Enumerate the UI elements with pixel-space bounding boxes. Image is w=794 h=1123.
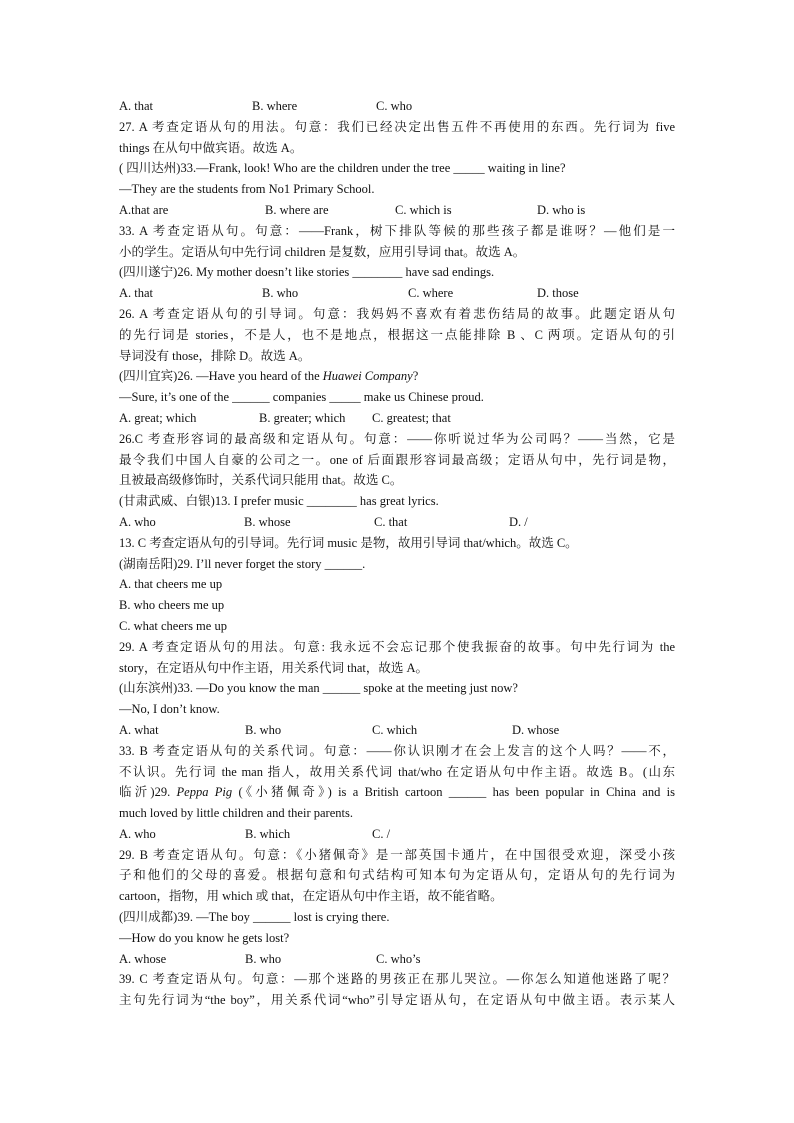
text-line: cartoon，指物，用 which 或 that，在定语从句中作主语，故不能省略。	[119, 889, 503, 904]
option-item: B. whose	[244, 514, 291, 529]
options-row	[119, 283, 675, 304]
text-line: (湖南岳阳)29. I’ll never forget the story ______.	[119, 556, 366, 571]
text-line: 26. A 考查定语从句的引导词。句意：我妈妈不喜欢有着悲伤结局的故事。此题定语从句	[119, 306, 675, 321]
text-line: 33. B 考查定语从句的关系代词。句意：——你认识刚才在会上发言的这个人吗？——不，	[119, 743, 675, 758]
options-row	[119, 96, 675, 117]
option-item: D. those	[537, 286, 579, 301]
text-line: 29. A 考查定语从句的用法。句意: 我永远不会忘记那个使我振奋的故事。句中先行词为 the	[119, 639, 675, 654]
text-line: 29. B 考查定语从句。句意：《小猪佩奇》是一部英国卡通片，在中国很受欢迎，深受小孩	[119, 847, 675, 862]
option-item: A. who	[119, 514, 156, 529]
options-row	[119, 720, 675, 741]
options-row	[119, 512, 675, 533]
text-line: A. that cheers me up	[119, 577, 223, 592]
text-line: (四川遂宁)26. My mother doesn’t like stories ________ have sad endings.	[119, 265, 495, 280]
option-item: B. who	[245, 951, 282, 966]
option-item: A. what	[119, 722, 159, 737]
option-item: B. greater; which	[259, 410, 346, 425]
text-line: (四川成都)39. —The boy ______ lost is crying there.	[119, 910, 390, 925]
option-item: B. where are	[265, 202, 329, 217]
option-item: C. which	[372, 722, 418, 737]
option-item: C. who	[376, 99, 413, 113]
text-line: 子和他们的父母的喜爱。根据句意和句式结构可知本句为定语从句，定语从句的先行词为	[119, 868, 675, 883]
text-line: 27. A 考查定语从句的用法。句意：我们已经决定出售五件不再使用的东西。先行词为 five	[119, 119, 675, 134]
options-row	[119, 949, 675, 970]
text-line: 临沂)29. Peppa Pig (《小猪佩奇》) is a British cartoon ______ has been popular in China and is	[119, 785, 675, 800]
option-item: D. who is	[537, 202, 586, 217]
text-line: 33. A 考查定语从句。句意：——Frank，树下排队等候的那些孩子都是谁呀？—他们是一	[119, 223, 675, 238]
option-item: A. who	[119, 826, 156, 841]
text-line: C. what cheers me up	[119, 618, 227, 633]
option-item: C. which is	[395, 202, 452, 217]
text-line: 主句先行词为“the boy”，用关系代词“who”引导定语从句，在定语从句中做主语。表示某人	[119, 993, 675, 1008]
option-item: C. who’s	[376, 951, 421, 966]
text-line: —They are the students from No1 Primary School.	[119, 182, 375, 197]
text-line: 39. C 考查定语从句。句意：—那个迷路的男孩正在那儿哭泣。—你怎么知道他迷路了呢？	[119, 972, 675, 987]
text-line: (甘肃武威、白银)13. I prefer music ________ has great lyrics.	[119, 494, 439, 509]
text-line: ( 四川达州)33.—Frank, look! Who are the children under the tree _____ waiting in line?	[119, 161, 566, 176]
text-line: (四川宜宾)26. —Have you heard of the Huawei Company?	[119, 369, 419, 384]
text-line: story，在定语从句中作主语，用关系代词 that，故选 A。	[119, 660, 429, 675]
text-line: 小的学生。定语从句中先行词 children 是复数，应用引导词 that。故选 A。	[119, 244, 526, 259]
text-line: B. who cheers me up	[119, 598, 225, 613]
text-line: things 在从句中做宾语。故选 A。	[119, 140, 303, 155]
option-item: A. great; which	[119, 410, 197, 425]
option-item: D. /	[509, 514, 528, 529]
option-item: C. /	[372, 826, 391, 841]
text-line: 最令我们中国人自豪的公司之一。one of 后面跟形容词最高级；定语从句中，先行词是物，	[119, 452, 675, 467]
italic-title: Peppa Pig	[176, 785, 233, 800]
document-body	[119, 96, 675, 1011]
option-item: B. where	[252, 99, 298, 113]
text-line: —How do you know he gets lost?	[119, 930, 290, 945]
options-row	[119, 824, 675, 845]
text-line: much loved by little children and their parents.	[119, 806, 353, 821]
option-item: C. greatest; that	[372, 410, 451, 425]
text-line: —No, I don’t know.	[119, 702, 220, 717]
option-item: A. that	[119, 286, 154, 301]
option-item: C. that	[374, 514, 408, 529]
option-item: B. which	[245, 826, 291, 841]
option-item: A. whose	[119, 951, 167, 966]
italic-title: Huawei Company	[322, 369, 413, 384]
text-line: 26.C 考查形容词的最高级和定语从句。句意：——你听说过华为公司吗？——当然，它是	[119, 431, 675, 446]
text-line: 且被最高级修饰时，关系代词只能用 that。故选 C。	[119, 473, 403, 488]
text-line: (山东滨州)33. —Do you know the man ______ spoke at the meeting just now?	[119, 681, 518, 696]
option-item: D. whose	[512, 722, 560, 737]
option-item: A.that are	[119, 202, 169, 217]
text-line: —Sure, it’s one of the ______ companies _____ make us Chinese proud.	[119, 390, 484, 405]
text-line: 导词没有 those，排除 D。故选 A。	[119, 348, 311, 363]
options-row	[119, 408, 675, 429]
option-item: B. who	[262, 286, 299, 301]
option-item: B. who	[245, 722, 282, 737]
options-row	[119, 200, 675, 221]
option-item: A. that	[119, 99, 154, 113]
text-line: 的先行词是 stories，不是人，也不是地点，根据这一点能排除 B 、C 两项。定语从句的引	[119, 327, 675, 342]
text-line: 不认识。先行词 the man 指人，故用关系代词 that/who 在定语从句中作主语。故选 B。(山东	[119, 764, 675, 779]
text-line: 13. C 考查定语从句的引导词。先行词 music 是物，故用引导词 that/which。故选 C。	[119, 535, 578, 550]
option-item: C. where	[408, 286, 454, 301]
